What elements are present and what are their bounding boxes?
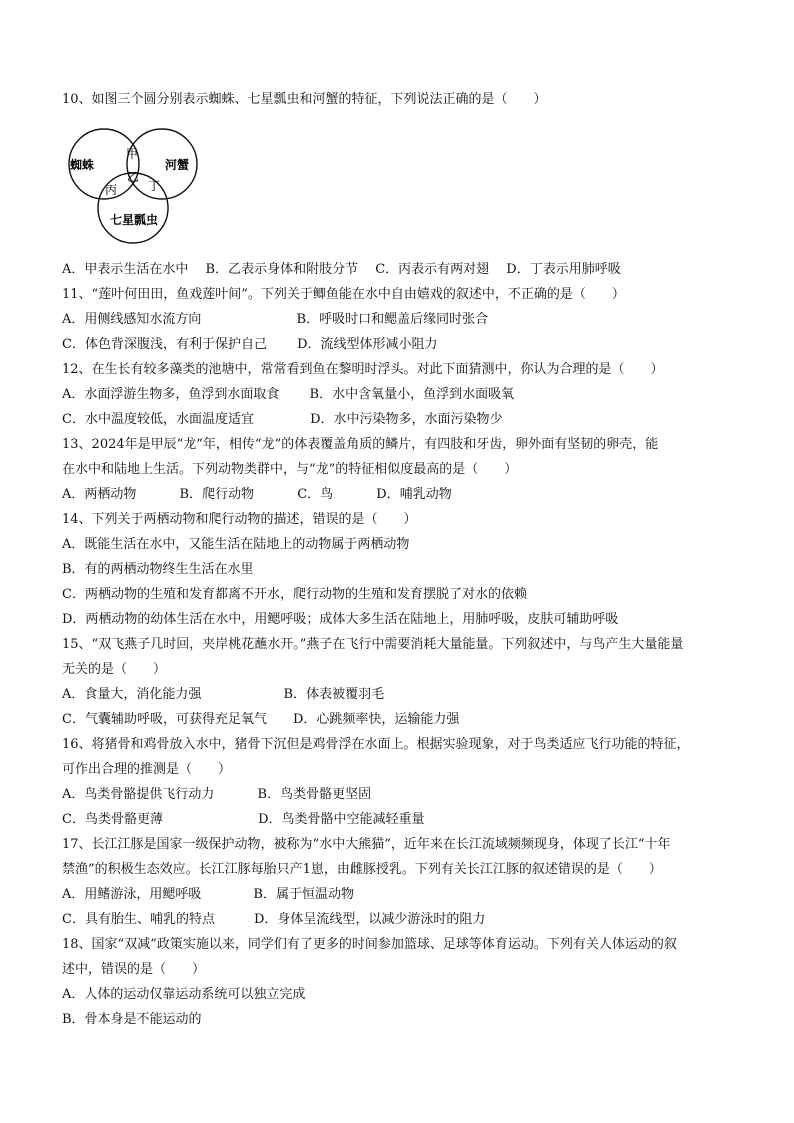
q17-options-ab: A．用鳍游泳，用鳃呼吸 B．属于恒温动物 <box>62 887 354 902</box>
q17-options-cd: C．具有胎生、哺乳的特点 D．身体呈流线型，以减少游泳时的阻力 <box>62 912 486 927</box>
q16-options-ab: A．鸟类骨骼提供飞行动力 B．鸟类骨骼更坚固 <box>62 787 372 802</box>
q10-options: A．甲表示生活在水中 B．乙表示身体和附肢分节 C．丙表示有两对翅 D．丁表示用肺呼吸 <box>62 262 621 277</box>
q15-stem-2: 无关的是（ ） <box>62 662 167 677</box>
venn-diagram <box>62 120 212 245</box>
label-bing: 丙 <box>105 183 118 197</box>
q13-stem-1: 13、2024年是甲辰“龙”年，相传“龙”的体表覆盖角质的鳞片，有四肢和牙齿，卵外面有坚韧的卵壳，能 <box>62 437 659 452</box>
label-crab: 河蟹 <box>165 158 190 172</box>
q11-options-ab: A．用侧线感知水流方向 B．呼吸时口和鳃盖后缘同时张合 <box>62 312 489 327</box>
q18-option-b: B．骨本身是不能运动的 <box>62 1012 202 1027</box>
q11-options-cd: C．体色背深腹浅，有利于保护自己 D．流线型体形减小阻力 <box>62 337 438 352</box>
q16-stem-1: 16、将猪骨和鸡骨放入水中，猪骨下沉但是鸡骨浮在水面上。根据实验现象，对于鸟类适应飞行功能的特征， <box>62 737 690 752</box>
label-ladybug: 七星瓢虫 <box>110 213 159 227</box>
q17-stem-1: 17、长江江豚是国家一级保护动物，被称为“水中大熊猫”，近年来在长江流域频频现身，体现了长江“十年 <box>62 837 671 852</box>
q15-stem-1: 15、“双飞燕子几时回，夹岸桃花蘸水开。”燕子在飞行中需要消耗大量能量。下列叙述中，与鸟产生大量能量 <box>62 637 684 652</box>
q15-options-cd: C．气囊辅助呼吸，可获得充足氧气 D．心跳频率快，运输能力强 <box>62 712 460 727</box>
label-jia: 甲 <box>126 147 139 161</box>
label-spider: 蜘蛛 <box>70 158 95 172</box>
q14-option-d: D．两栖动物的幼体生活在水中，用鳃呼吸；成体大多生活在陆地上，用肺呼吸，皮肤可辅助呼吸 <box>62 612 619 627</box>
q15-options-ab: A．食量大，消化能力强 B．体表被覆羽毛 <box>62 687 385 702</box>
q16-options-cd: C．鸟类骨骼更薄 D．鸟类骨骼中空能减轻重量 <box>62 812 425 827</box>
q14-stem: 14、下列关于两栖动物和爬行动物的描述，错误的是（ ） <box>62 512 417 527</box>
q14-option-c: C．两栖动物的生殖和发育都离不开水，爬行动物的生殖和发育摆脱了对水的依赖 <box>62 587 527 602</box>
q16-stem-2: 可作出合理的推测是（ ） <box>62 762 232 777</box>
q18-stem-2: 述中，错误的是（ ） <box>62 962 206 977</box>
q11-stem: 11、“莲叶何田田，鱼戏莲叶间”。下列关于鲫鱼能在水中自由嬉戏的叙述中，不正确的是（ ） <box>62 287 625 302</box>
q12-options-cd: C．水中温度较低，水面温度适宜 D．水中污染物多，水面污染物少 <box>62 412 503 427</box>
q12-stem: 12、在生长有较多藻类的池塘中，常常看到鱼在黎明时浮头。对此下面猜测中，你认为合理的是（ ） <box>62 362 664 377</box>
q17-stem-2: 禁渔”的积极生态效应。长江江豚每胎只产1崽，由雌豚授乳。下列有关长江江豚的叙述错误的是（ ） <box>62 862 662 877</box>
label-yi: 乙 <box>127 170 140 184</box>
q12-options-ab: A．水面浮游生物多，鱼浮到水面取食 B．水中含氧量小，鱼浮到水面吸氧 <box>62 387 515 402</box>
q10-stem: 10、如图三个圆分别表示蜘蛛、七星瓢虫和河蟹的特征，下列说法正确的是（ ） <box>62 92 547 107</box>
q14-option-b: B．有的两栖动物终生生活在水里 <box>62 562 254 577</box>
q18-option-a: A．人体的运动仅靠运动系统可以独立完成 <box>62 987 306 1002</box>
q13-stem-2: 在水中和陆地上生活。下列动物类群中，与“龙”的特征相似度最高的是（ ） <box>62 462 518 477</box>
q13-options: A．两栖动物 B．爬行动物 C．鸟 D．哺乳动物 <box>62 487 452 502</box>
q14-option-a: A．既能生活在水中，又能生活在陆地上的动物属于两栖动物 <box>62 537 410 552</box>
q18-stem-1: 18、国家“双减”政策实施以来，同学们有了更多的时间参加篮球、足球等体育运动。下列有关人体运动的叙 <box>62 937 677 952</box>
label-ding: 丁 <box>148 179 161 193</box>
